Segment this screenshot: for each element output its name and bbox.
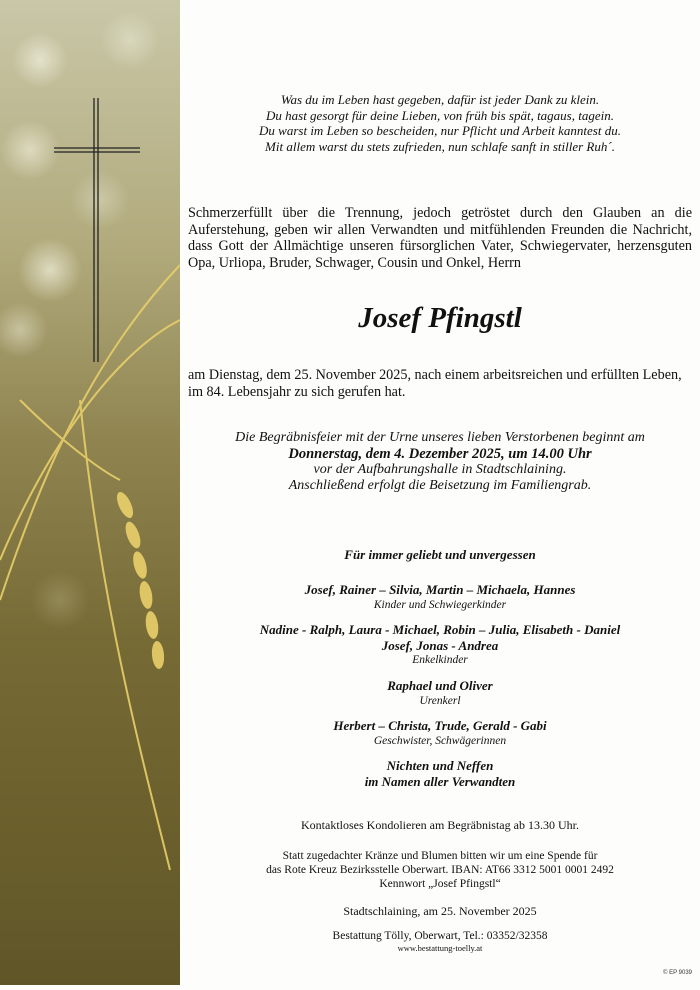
family-role: Enkelkinder: [412, 654, 468, 666]
forever-heading: Für immer geliebt und unvergessen: [344, 547, 536, 562]
donation-note: [188, 849, 692, 891]
family-names: Nadine - Ralph, Laura - Michael, Robin – Julia, Elisabeth - Daniel: [259, 622, 621, 637]
family-role: Urenkerl: [419, 694, 461, 707]
family-names: Raphael und Oliver: [387, 678, 493, 693]
place-date: Stadtschlaining, am 25. November 2025: [343, 904, 537, 918]
funeral-line: Die Begräbnisfeier mit der Urne unseres lieben Verstorbenen beginnt am: [235, 430, 645, 445]
announcement-text: Schmerzerfüllt über die Trennung, jedoch getröstet durch den Glauben an die Auferstehung, geben wir allen Verwandten und mitfühlenden Freunden die Nachricht, dass Gott der Allmächtige unseren fürsorglichen Vater, Schwiegervater, herzensguten Opa, Urliopa, Bruder, Schwager, Cousin und Onkel, Herrn: [188, 205, 692, 271]
poem-line: Mit allem warst du stets zufrieden, nun schlafe sanft in stiller Ruh´.: [265, 138, 615, 154]
donation-line: das Rote Kreuz Bezirksstelle Oberwart. IBAN: AT66 3312 5001 0001 2492: [266, 864, 614, 876]
family-group: [188, 622, 692, 669]
death-notice: [188, 367, 692, 400]
family-names: Herbert – Christa, Trude, Gerald - Gabi: [333, 718, 547, 733]
closing-line: im Namen aller Verwandten: [364, 773, 516, 789]
closing-signature: [188, 758, 692, 789]
family-group: [188, 678, 692, 709]
funeral-date: Donnerstag, dem 4. Dezember 2025, um 14.00 Uhr: [288, 446, 592, 462]
death-line: im 84. Lebensjahr zu sich gerufen hat.: [188, 383, 406, 400]
funeral-line: Anschließend erfolgt die Beisetzung im Familiengrab.: [288, 478, 592, 493]
undertaker-website[interactable]: www.bestattung-toelly.at: [397, 943, 483, 953]
donation-line: Kennwort „Josef Pfingstl“: [379, 878, 501, 890]
funeral-line: vor der Aufbahrungshalle in Stadtschlaining.: [313, 462, 567, 477]
closing-line: Nichten und Neffen: [386, 758, 494, 773]
family-role: Kinder und Schwiegerkinder: [373, 598, 507, 611]
family-group: [188, 718, 692, 749]
deceased-name: Josef Pfingstl: [358, 302, 522, 334]
family-names: Josef, Jonas - Andrea: [381, 637, 499, 653]
poem-line: Du hast gesorgt für deine Lieben, von früh bis spät, tagaus, tagein.: [266, 107, 614, 123]
poem-line: Du warst im Leben so bescheiden, nur Pflicht und Arbeit kanntest du.: [259, 123, 621, 138]
memorial-poem: [188, 92, 692, 154]
cross-and-wheat-icon: [0, 0, 180, 985]
family-role: Geschwister, Schwägerinnen: [373, 734, 507, 747]
death-line: am Dienstag, dem 25. November 2025, nach einem arbeitsreichen und erfüllten Leben,: [188, 367, 682, 383]
condolence-note: Kontaktloses Kondolieren am Begräbnistag ab 13.30 Uhr.: [301, 818, 579, 832]
family-group: [188, 582, 692, 613]
undertaker-info: Bestattung Tölly, Oberwart, Tel.: 03352/32358: [332, 930, 548, 942]
print-code: © EP 9039: [663, 970, 692, 976]
donation-line: Statt zugedachter Kränze und Blumen bitten wir um eine Spende für: [282, 850, 598, 862]
family-names: Josef, Rainer – Silvia, Martin – Michaela, Hannes: [304, 582, 576, 597]
wheat-photo-panel: [0, 0, 180, 985]
funeral-info: [188, 430, 692, 494]
poem-line: Was du im Leben hast gegeben, dafür ist jeder Dank zu klein.: [280, 92, 600, 107]
